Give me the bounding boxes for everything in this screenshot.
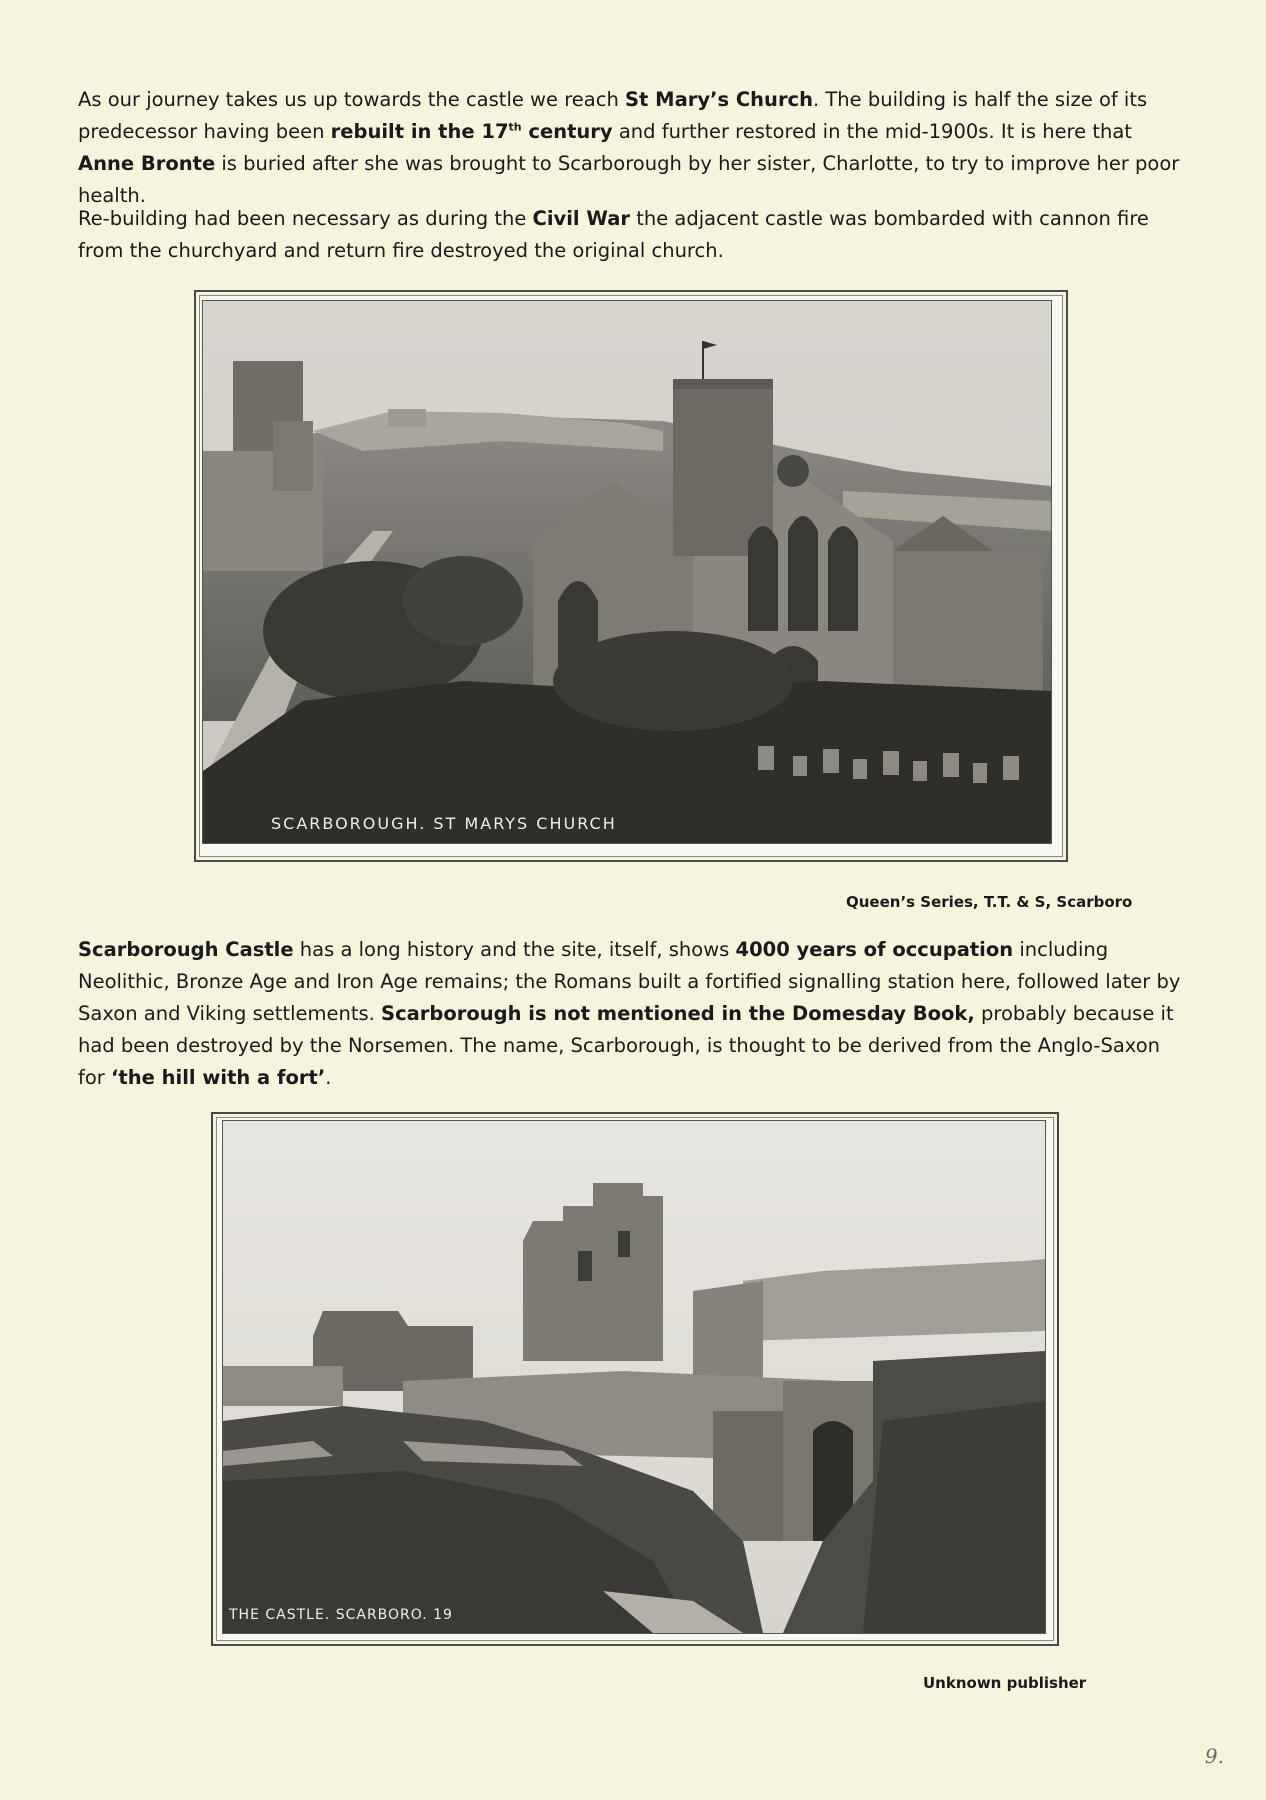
bold-text: Scarborough Castle bbox=[78, 938, 294, 961]
bold-text: St Mary’s Church bbox=[625, 88, 813, 111]
superscript: th bbox=[508, 120, 522, 134]
text: is buried after she was brought to Scarborough by her sister, Charlotte, to try to improve her poor health. bbox=[78, 152, 1180, 207]
page-number: 9. bbox=[1204, 1744, 1224, 1768]
bold-text: Scarborough is not mentioned in the Domesday Book, bbox=[381, 1002, 975, 1025]
bold-text: ‘the hill with a fort’ bbox=[111, 1066, 326, 1089]
paragraph-st-marys-church bbox=[78, 84, 1188, 212]
text: including Neolithic, Bronze Age and Iron Age remains; the Romans built a fortified signalling station here, followed later by Saxon and Viking settlements. bbox=[78, 938, 1181, 1025]
st-marys-church-image bbox=[203, 301, 1051, 843]
text: As our journey takes us up towards the castle we reach bbox=[78, 88, 626, 111]
text: . The building is half the size of its predecessor having been bbox=[78, 88, 1148, 143]
postcard-caption: THE CASTLE. SCARBORO. 19 bbox=[229, 1607, 453, 1623]
bold-text: century bbox=[521, 120, 613, 143]
bold-text: 4000 years of occupation bbox=[735, 938, 1014, 961]
text: Re-building had been necessary as during the bbox=[78, 207, 533, 230]
text: . bbox=[325, 1066, 332, 1089]
postcard-photo-the-castle bbox=[222, 1120, 1046, 1634]
bold-text: rebuilt in the 17 bbox=[330, 120, 509, 143]
paragraph-civil-war bbox=[78, 203, 1188, 267]
bold-text: Anne Bronte bbox=[78, 152, 216, 175]
scarborough-castle-image bbox=[223, 1121, 1045, 1633]
postcard-photo-st-marys-church bbox=[202, 300, 1052, 844]
paragraph-scarborough-castle bbox=[78, 934, 1188, 1094]
text: has a long history and the site, itself, shows bbox=[293, 938, 736, 961]
postcard-caption: SCARBOROUGH. ST MARYS CHURCH bbox=[271, 814, 617, 833]
postcard-credit: Unknown publisher bbox=[923, 1674, 1087, 1692]
text: probably because it had been destroyed by the Norsemen. The name, Scarborough, is thought to be derived from the Anglo-Saxon for bbox=[78, 1002, 1174, 1089]
text: the adjacent castle was bombarded with cannon fire from the churchyard and return fire destroyed the original church. bbox=[78, 207, 1149, 262]
bold-text: Civil War bbox=[532, 207, 630, 230]
text: and further restored in the mid-1900s. It is here that bbox=[612, 120, 1132, 143]
postcard-credit: Queen’s Series, T.T. & S, Scarboro bbox=[846, 893, 1133, 911]
